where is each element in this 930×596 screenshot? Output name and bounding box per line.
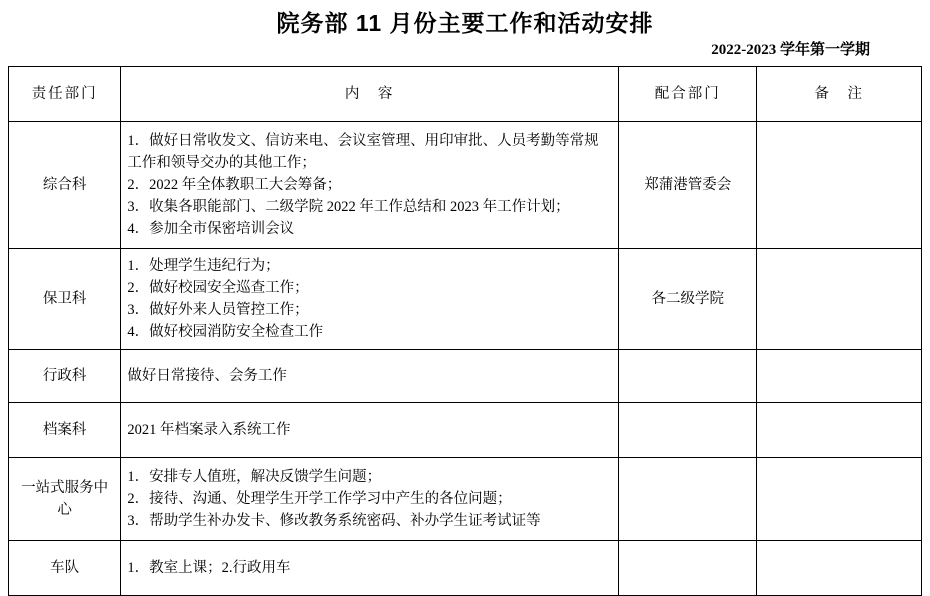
- content-line: 2．做好校园安全巡查工作；: [127, 280, 309, 296]
- table-row: [9, 458, 922, 541]
- row-remark: [757, 541, 922, 596]
- row-department: 综合科: [9, 122, 121, 249]
- content-line: 1．做好日常收发文、信访来电、会议室管理、用印审批、人员考勤等常规: [127, 133, 599, 149]
- row-cooperation: 各二级学院: [618, 249, 756, 350]
- row-remark: [757, 458, 922, 541]
- row-department: 车队: [9, 541, 121, 596]
- content-line: 3．帮助学生补办发卡、修改教务系统密码、补办学生证考试证等: [127, 513, 541, 529]
- table-row: [9, 122, 922, 249]
- row-department: 档案科: [9, 403, 121, 458]
- row-remark: [757, 249, 922, 350]
- row-cooperation: [618, 403, 756, 458]
- column-header-cooperation: 配合部门: [618, 67, 756, 122]
- row-department: 行政科: [9, 350, 121, 403]
- content-line: 3．收集各职能部门、二级学院 2022 年工作总结和 2023 年工作计划；: [127, 199, 570, 215]
- schedule-table: [8, 66, 922, 596]
- row-content: [121, 249, 619, 350]
- row-cooperation: 郑蒲港管委会: [618, 122, 756, 249]
- row-cooperation: [618, 458, 756, 541]
- content-line: 2021 年档案录入系统工作: [127, 422, 291, 438]
- table-row: [9, 350, 922, 403]
- table-row: [9, 541, 922, 596]
- row-content: [121, 122, 619, 249]
- content-line: 2．2022 年全体教职工大会筹备；: [127, 177, 342, 193]
- row-remark: [757, 403, 922, 458]
- table-header-row: [9, 67, 922, 122]
- column-header-department: 责任部门: [9, 67, 121, 122]
- row-department: 保卫科: [9, 249, 121, 350]
- row-content: [121, 350, 619, 403]
- column-header-content: 内 容: [121, 67, 619, 122]
- content-line: 4．做好校园消防安全检查工作: [127, 324, 324, 340]
- document-page: [0, 8, 930, 581]
- content-line: 工作和领导交办的其他工作；: [127, 155, 316, 171]
- row-cooperation: [618, 350, 756, 403]
- content-line: 1．教室上课；2.行政用车: [127, 560, 291, 576]
- row-remark: [757, 350, 922, 403]
- content-line: 1．处理学生违纪行为；: [127, 258, 280, 274]
- row-department: 一站式服务中心: [9, 458, 121, 541]
- row-content: [121, 403, 619, 458]
- content-line: 3．做好外来人员管控工作；: [127, 302, 309, 318]
- table-row: [9, 249, 922, 350]
- page-subtitle: 2022-2023 学年第一学期: [711, 42, 870, 58]
- table-row: [9, 403, 922, 458]
- page-title: 院务部 11 月份主要工作和活动安排: [276, 10, 654, 36]
- row-content: [121, 541, 619, 596]
- row-cooperation: [618, 541, 756, 596]
- content-line: 2．接待、沟通、处理学生开学工作学习中产生的各位问题；: [127, 491, 512, 507]
- column-header-remark: 备 注: [757, 67, 922, 122]
- content-line: 1．安排专人值班，解决反馈学生问题；: [127, 469, 382, 485]
- content-line: 4．参加全市保密培训会议: [127, 221, 295, 237]
- row-remark: [757, 122, 922, 249]
- content-line: 做好日常接待、会务工作: [127, 368, 287, 384]
- row-content: [121, 458, 619, 541]
